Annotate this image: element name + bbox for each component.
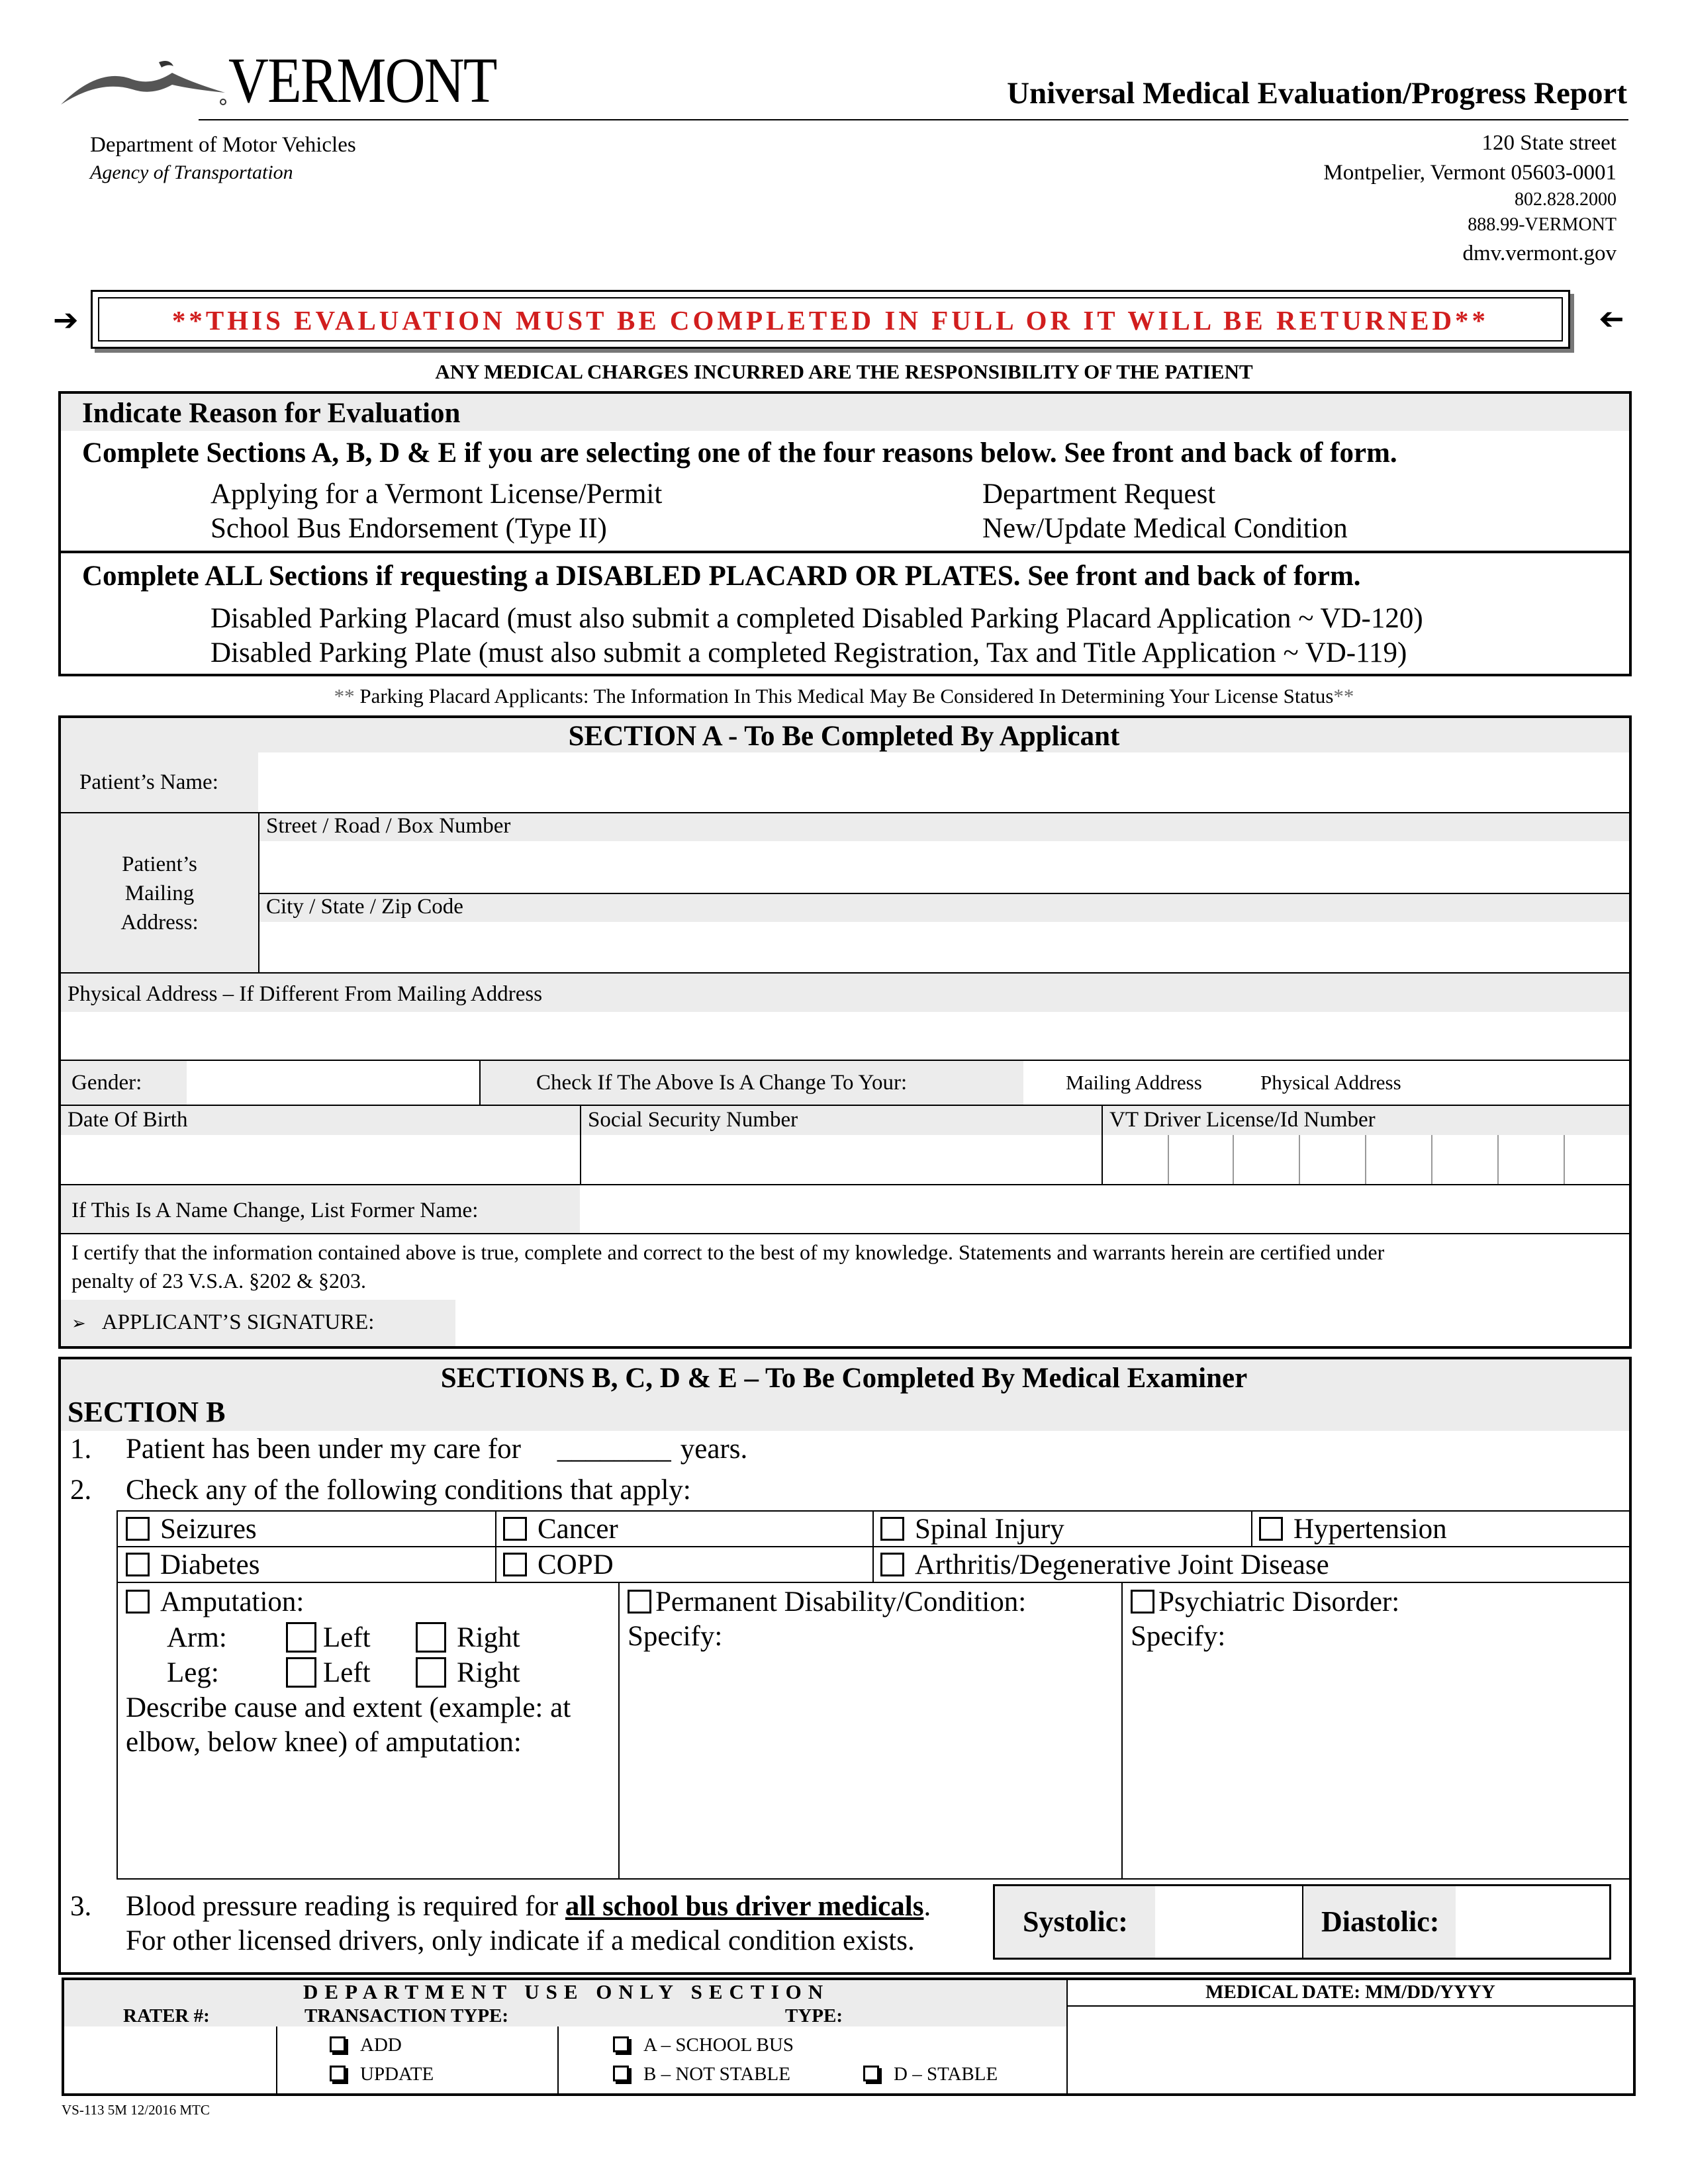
rule <box>557 2026 559 2093</box>
former-name-field[interactable] <box>581 1185 1629 1233</box>
patient-name-label: Patient’s Name: <box>79 770 218 794</box>
q2-text: Check any of the following conditions that apply: <box>126 1475 691 1506</box>
cancer-label: Cancer <box>538 1514 618 1545</box>
patient-name-field[interactable] <box>259 752 1629 812</box>
phone-alt: 888.99-VERMONT <box>1468 214 1617 235</box>
agency-name: Agency of Transportation <box>90 161 293 183</box>
amputation-option[interactable] <box>126 1586 304 1618</box>
arm-row <box>167 1621 520 1655</box>
cancer-checkbox[interactable] <box>503 1517 527 1541</box>
certify-line1: I certify that the information contained above is true, complete and correct to the best of my knowledge. Statements and warrants herein are certified under <box>71 1240 1385 1264</box>
address-street: 120 State street <box>1481 131 1617 155</box>
license-digit-divider <box>1564 1135 1565 1184</box>
leg-left-label: Left <box>323 1657 371 1688</box>
mailing-label-line1: Patient’s <box>122 852 197 876</box>
condition-cancer[interactable] <box>503 1513 618 1545</box>
add-option[interactable] <box>330 2034 402 2056</box>
condition-spinal-injury[interactable] <box>880 1513 1064 1545</box>
section-a-title: SECTION A - To Be Completed By Applicant <box>568 721 1120 752</box>
city-label: City / State / Zip Code <box>266 895 463 919</box>
arrow-bullet-icon: ➢ <box>71 1314 86 1334</box>
reason-instruction: Complete Sections A, B, D & E if you are selecting one of the four reasons below. See front and back of form. <box>82 437 1397 469</box>
license-digit-divider <box>1431 1135 1432 1184</box>
q1-number: 1. <box>70 1433 92 1465</box>
license-digit-divider <box>1299 1135 1300 1184</box>
systolic-field[interactable] <box>1155 1886 1302 1958</box>
section-b-title: SECTION B <box>68 1396 226 1428</box>
diastolic-field[interactable] <box>1456 1886 1609 1958</box>
plate-option[interactable]: Disabled Parking Plate (must also submit a completed Registration, Tax and Title Application ~ VD-119) <box>211 637 1407 668</box>
q3-number: 3. <box>70 1891 92 1922</box>
form-code: VS-113 5M 12/2016 MTC <box>62 2102 210 2118</box>
physical-address-field[interactable] <box>61 1012 1629 1060</box>
physical-change-option[interactable]: Physical Address <box>1260 1071 1401 1094</box>
rule <box>1121 1582 1123 1880</box>
arthritis-label: Arthritis/Degenerative Joint Disease <box>915 1549 1329 1580</box>
copd-label: COPD <box>538 1549 614 1580</box>
license-digit-divider <box>1168 1135 1169 1184</box>
placard-option[interactable]: Disabled Parking Placard (must also submit a completed Disabled Parking Placard Application ~ VD-120) <box>211 603 1423 634</box>
medical-date-field[interactable] <box>1068 2007 1633 2093</box>
stable-label: D – STABLE <box>894 2064 998 2085</box>
transaction-type-label: TRANSACTION TYPE: <box>305 2005 509 2026</box>
mailing-label-line3: Address: <box>120 911 199 934</box>
arm-label: Arm: <box>167 1622 227 1653</box>
seizures-checkbox[interactable] <box>126 1517 150 1541</box>
permanent-disability-label: Permanent Disability/Condition: <box>655 1586 1027 1617</box>
q2-number: 2. <box>70 1475 92 1506</box>
diabetes-label: Diabetes <box>160 1549 260 1580</box>
website-link[interactable]: dmv.vermont.gov <box>1462 242 1617 265</box>
reason-heading: Indicate Reason for Evaluation <box>82 398 461 429</box>
dob-label: Date Of Birth <box>68 1108 188 1132</box>
gender-label: Gender: <box>71 1071 142 1095</box>
diabetes-checkbox[interactable] <box>126 1553 150 1576</box>
q3-line2: For other licensed drivers, only indicate if a medical condition exists. <box>126 1925 915 1956</box>
placard-note <box>0 684 1688 708</box>
permanent-disability-option[interactable] <box>628 1586 1026 1618</box>
mailing-label-line2: Mailing <box>124 882 195 905</box>
signature-field[interactable] <box>457 1300 1629 1346</box>
leg-row <box>167 1657 520 1690</box>
phone: 802.828.2000 <box>1515 189 1617 210</box>
form-title: Universal Medical Evaluation/Progress Report <box>1007 76 1627 111</box>
school-bus-checkbox[interactable] <box>613 2036 629 2052</box>
ssn-field[interactable] <box>581 1135 1102 1184</box>
spinal-injury-label: Spinal Injury <box>915 1514 1064 1545</box>
change-label: Check If The Above Is A Change To Your: <box>536 1071 908 1095</box>
psychiatric-label: Psychiatric Disorder: <box>1158 1586 1400 1617</box>
update-label: UPDATE <box>360 2064 434 2085</box>
charges-notice: ANY MEDICAL CHARGES INCURRED ARE THE RESPONSIBILITY OF THE PATIENT <box>435 360 1253 383</box>
condition-arthritis[interactable] <box>880 1549 1329 1581</box>
school-bus-option[interactable] <box>613 2034 794 2056</box>
arm-right-checkbox[interactable] <box>416 1622 446 1653</box>
rater-field[interactable] <box>64 2026 275 2093</box>
permanent-disability-checkbox[interactable] <box>628 1590 651 1614</box>
q3-text-post: . <box>923 1891 931 1922</box>
stable-checkbox[interactable] <box>863 2066 879 2081</box>
arthritis-checkbox[interactable] <box>880 1553 904 1576</box>
street-label: Street / Road / Box Number <box>266 814 511 838</box>
rule <box>276 2026 277 2093</box>
rule <box>618 1582 620 1880</box>
condition-copd[interactable] <box>503 1549 614 1581</box>
placard-note-text: Parking Placard Applicants: The Information In This Medical May Be Considered In Determining Your License Status <box>354 684 1334 707</box>
contact-block <box>1323 128 1617 269</box>
permanent-specify-field[interactable] <box>622 1657 1119 1877</box>
placard-note-prefix: ** <box>334 684 355 707</box>
license-label: VT Driver License/Id Number <box>1109 1108 1376 1132</box>
psychiatric-specify-field[interactable] <box>1125 1657 1626 1877</box>
q1-text: Patient has been under my care for <box>126 1433 521 1465</box>
license-digit-divider <box>1233 1135 1234 1184</box>
systolic-label: Systolic: <box>1023 1905 1128 1938</box>
stable-option[interactable] <box>863 2064 998 2085</box>
q3-text-emphasis: all school bus driver medicals <box>565 1891 924 1922</box>
years-under-care-field[interactable]: ________ <box>557 1433 671 1465</box>
q3-line1 <box>70 1890 931 1923</box>
ssn-label: Social Security Number <box>588 1108 798 1132</box>
add-label: ADD <box>360 2034 402 2056</box>
dob-field[interactable] <box>61 1135 580 1184</box>
psychiatric-option[interactable] <box>1131 1586 1399 1618</box>
amputation-label: Amputation: <box>160 1586 305 1617</box>
placard-instruction: Complete ALL Sections if requesting a DISABLED PLACARD OR PLATES. See front and back of form. <box>82 561 1361 592</box>
logo-text: VERMONT <box>228 45 496 116</box>
mountain-logo-icon <box>60 53 232 113</box>
reason-divider <box>61 551 1629 553</box>
hypertension-label: Hypertension <box>1293 1514 1447 1545</box>
leg-left-checkbox[interactable] <box>286 1657 316 1688</box>
rule <box>61 1233 1629 1234</box>
reason-option-medical-condition[interactable]: New/Update Medical Condition <box>982 513 1348 544</box>
city-field[interactable] <box>259 922 1629 972</box>
condition-diabetes[interactable] <box>126 1549 259 1581</box>
reason-option-department-request[interactable]: Department Request <box>982 478 1216 510</box>
arm-right-label: Right <box>457 1622 520 1653</box>
address-city: Montpelier, Vermont 05603-0001 <box>1323 161 1617 185</box>
arrow-right-icon: ➔ <box>53 302 79 338</box>
signature-label-text: APPLICANT’S SIGNATURE: <box>101 1310 375 1334</box>
q2-row <box>70 1474 691 1506</box>
condition-seizures[interactable] <box>126 1513 257 1545</box>
license-digit-divider <box>1365 1135 1366 1184</box>
arrow-left-icon: ➔ <box>1599 300 1624 336</box>
type-label: TYPE: <box>785 2005 843 2026</box>
medical-date-label: MEDICAL DATE: MM/DD/YYYY <box>1205 1981 1495 2003</box>
certify-line2: penalty of 23 V.S.A. §202 & §203. <box>71 1269 367 1293</box>
mailing-change-option[interactable]: Mailing Address <box>1066 1071 1202 1094</box>
rater-label: RATER #: <box>123 2005 210 2026</box>
street-field[interactable] <box>259 841 1629 891</box>
condition-hypertension[interactable] <box>1259 1513 1447 1545</box>
arm-left-label: Left <box>323 1622 371 1653</box>
signature-label <box>71 1310 374 1335</box>
not-stable-label: B – NOT STABLE <box>643 2064 790 2085</box>
rule <box>872 1510 874 1582</box>
add-checkbox[interactable] <box>330 2036 346 2052</box>
vermont-logo <box>60 45 523 116</box>
amputation-description-field[interactable] <box>119 1763 617 1877</box>
update-checkbox[interactable] <box>330 2066 346 2081</box>
amputation-checkbox[interactable] <box>126 1590 150 1614</box>
header-rule <box>199 119 1628 120</box>
gender-field[interactable] <box>188 1061 479 1105</box>
q1-row <box>70 1433 747 1465</box>
city-label-bg <box>259 894 1629 922</box>
diastolic-label: Diastolic: <box>1321 1905 1440 1938</box>
placard-note-suffix: ** <box>1333 684 1354 707</box>
rule <box>1251 1510 1252 1546</box>
leg-label: Leg: <box>167 1657 219 1688</box>
license-digit-divider <box>1497 1135 1499 1184</box>
leg-right-checkbox[interactable] <box>416 1657 446 1688</box>
seizures-label: Seizures <box>160 1514 257 1545</box>
leg-right-label: Right <box>457 1657 520 1688</box>
arm-left-checkbox[interactable] <box>286 1622 316 1653</box>
physical-label: Physical Address – If Different From Mailing Address <box>68 982 543 1006</box>
permanent-specify-label: Specify: <box>628 1621 723 1652</box>
hypertension-checkbox[interactable] <box>1259 1517 1283 1541</box>
reason-option-school-bus[interactable]: School Bus Endorsement (Type II) <box>211 513 607 544</box>
psychiatric-checkbox[interactable] <box>1131 1590 1154 1614</box>
copd-checkbox[interactable] <box>503 1553 527 1576</box>
dept-use-title: DEPARTMENT USE ONLY SECTION <box>303 1980 830 2003</box>
reason-option-license[interactable]: Applying for a Vermont License/Permit <box>211 478 663 510</box>
mailing-label <box>61 850 258 937</box>
q3-text-pre: Blood pressure reading is required for <box>126 1891 565 1922</box>
amputation-describe-2: elbow, below knee) of amputation: <box>126 1727 522 1758</box>
warning-banner-text: **THIS EVALUATION MUST BE COMPLETED IN FULL OR IT WILL BE RETURNED** <box>171 305 1489 336</box>
not-stable-option[interactable] <box>613 2064 790 2085</box>
q1-suffix: years. <box>680 1433 748 1465</box>
amputation-describe-1: Describe cause and extent (example: at <box>126 1692 571 1723</box>
name-change-label: If This Is A Name Change, List Former Name: <box>71 1199 479 1222</box>
school-bus-label: A – SCHOOL BUS <box>643 2034 794 2056</box>
psychiatric-specify-label: Specify: <box>1131 1621 1226 1652</box>
section-b-group-title: SECTIONS B, C, D & E – To Be Completed By Medical Examiner <box>440 1363 1248 1394</box>
not-stable-checkbox[interactable] <box>613 2066 629 2081</box>
department-name: Department of Motor Vehicles <box>90 133 356 157</box>
spinal-injury-checkbox[interactable] <box>880 1517 904 1541</box>
update-option[interactable] <box>330 2064 434 2085</box>
rule <box>495 1510 496 1582</box>
